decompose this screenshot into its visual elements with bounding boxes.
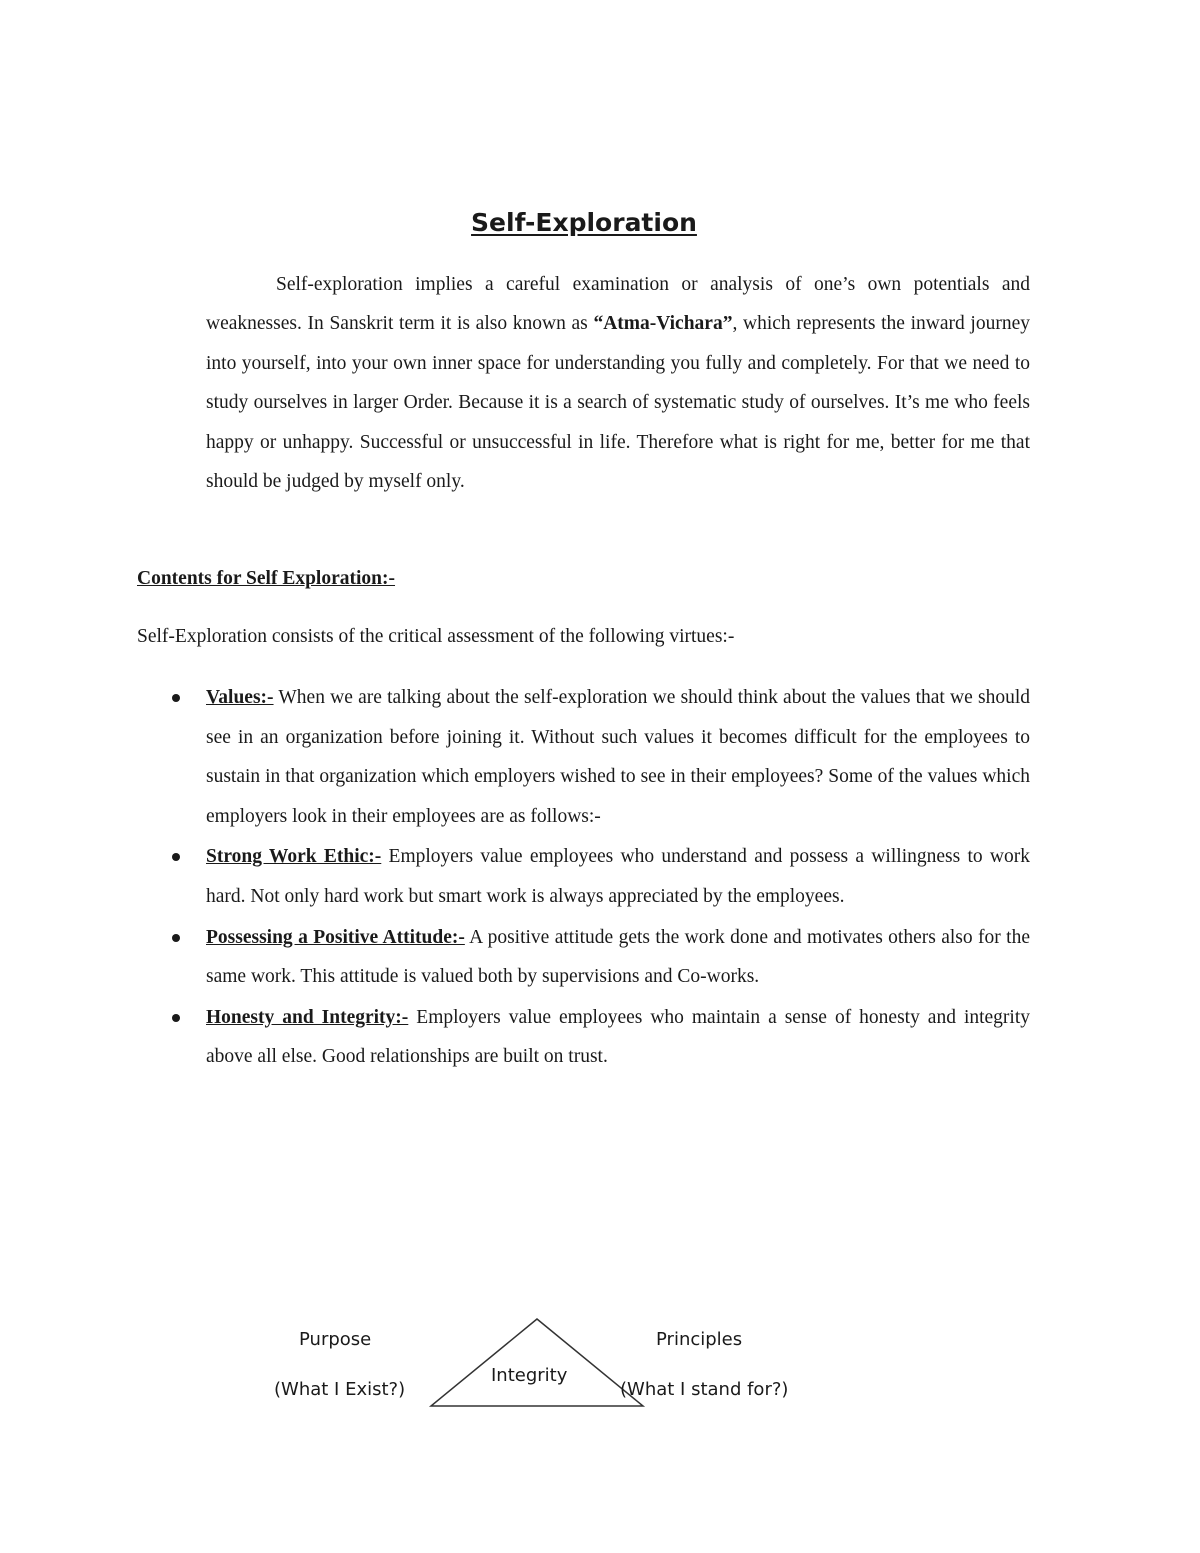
intro-text-start: Self-exploration implies a careful examination or analysis of one’s own potentials and weaknesses. In Sanskrit term it is also known as — [206, 274, 1030, 335]
bullet-icon — [172, 1014, 180, 1022]
page-title: Self-Exploration — [471, 208, 697, 237]
list-item-positive-attitude — [206, 918, 1030, 997]
list-item-honesty-integrity — [206, 998, 1030, 1077]
bullet-icon — [172, 934, 180, 942]
triangle-shape — [0, 1300, 1200, 1440]
integrity-diagram — [0, 1300, 1200, 1440]
principles-subtitle: (What I stand for?) — [620, 1379, 789, 1400]
contents-heading: Contents for Self Exploration:- — [137, 568, 396, 589]
list-item-strong-work-ethic — [206, 837, 1030, 916]
integrity-label: Integrity — [491, 1365, 568, 1386]
purpose-label: Purpose — [299, 1329, 372, 1350]
list-item-values — [206, 678, 1030, 836]
bullet-label: Possessing a Positive Attitude:- — [206, 926, 465, 948]
intro-paragraph — [206, 265, 1030, 501]
bullet-text: A positive attitude gets the work done and motivates others also for the same work. This attitude is valued both by supervisions and Co-works. — [206, 926, 1031, 988]
bullet-label: Honesty and Integrity:- — [206, 1006, 409, 1028]
bullet-label: Strong Work Ethic:- — [206, 846, 382, 868]
bullet-text: When we are talking about the self-exploration we should think about the values that we should see in an organization before joining it. Without such values it becomes difficult for the employees to sustain in that organization which employers wished to see in their employees? Some of the values which employers look in their employees are as follows:- — [206, 687, 1030, 827]
contents-intro: Self-Exploration consists of the critical assessment of the following virtues:- — [137, 626, 735, 647]
bullet-label: Values:- — [206, 687, 274, 708]
intro-text-end: , which represents the inward journey into yourself, into your own inner space for understanding you fully and completely. For that we need to study ourselves in larger Order. Because it is a search of systematic study of ourselves. It’s me who feels happy or unhappy. Successful or unsuccessful in life. Therefore what is right for me, better for me that should be judged by myself only. — [206, 313, 1030, 493]
intro-text-bold-term: “Atma-Vichara” — [593, 313, 733, 335]
purpose-subtitle: (What I Exist?) — [274, 1379, 406, 1400]
virtues-list — [206, 678, 1030, 1078]
principles-label: Principles — [656, 1329, 743, 1350]
bullet-text: Employers value employees who understand and possess a willingness to work hard. Not only hard work but smart work is always appreciated by the employees. — [206, 846, 1030, 907]
bullet-icon — [172, 694, 180, 702]
bullet-icon — [172, 853, 180, 861]
bullet-text: Employers value employees who maintain a sense of honesty and integrity above all else. Good relationships are built on trust. — [206, 1006, 1031, 1068]
